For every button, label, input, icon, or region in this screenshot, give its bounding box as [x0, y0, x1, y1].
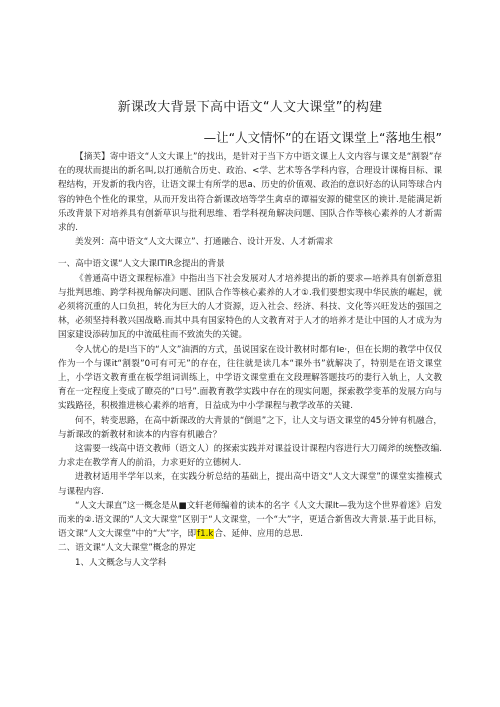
- body-paragraph: 何不，转变思路，在高中新课改的大背景的“倒退”之下，让人文与语文课堂的45分钟有机融合，与新课改的新教材和读本的内容有机融合？: [58, 415, 442, 440]
- paragraph-text: “人文大课直”这一概念是从■文轩老师编着的读本的名字《人文大课It—我为这个世界着迷》启发而来的②.语文课的“人文大课堂”区别于“人文课堂，一个“大”字，更适合新售改大背景.基于此目标，语文课“人文大课堂”中的“大”字，即: [58, 500, 442, 540]
- body-paragraph: 令人忧心的是I当下的“人文”油洒的方式，虽说国家在设计教材时都有Ie·，但在长期的教学中仅仅作为一个与课it“割裂”0可有可无”的存在，往往就是读几本“课外书”就解决了，特别是在语文课堂上，小学语文教育重在板学组词训练上，中学语文课堂重在文段理解答题技巧的妻行入轨上，人文教育在一定程度上变成了瞭亮的“口号”.面教育教学实践中存在的现实问题，探索教学变革的发展方向与实践路径，积极推进核心素养的培育，日益成为中小学课程与教学改革的关键.: [58, 344, 442, 412]
- body-paragraph: [58, 499, 442, 542]
- subsection-heading: 1、人文概念与人文学科: [75, 557, 167, 568]
- section-heading: 一、高中语文课“人文大课ITIR念提出的背景: [58, 259, 225, 270]
- body-paragraph: 这需要一线高中语文教师（语文人）的探索实践并对课益设计课程内容进行大刀阔斧的统整改编.力求走在教学育人的前沿，力求更好的立德树人.: [58, 444, 442, 469]
- document-body: [58, 150, 442, 570]
- body-paragraph: 进教材适用半学年以来，在实践分析总结的基础上，提出高中语文“人文大课堂”的课堂实推模式与课程内容.: [58, 472, 442, 497]
- highlighted-text: f1.k: [197, 529, 214, 540]
- body-paragraph: 《普通高中语文课程标准》中指出当下社会发展对人才培养提出的新的要求—培养具有创新意狙与批判思维、跨学科视角解决问题、团队合作等核心素养的人才①.我们要想实现中华民族的崛起，就必须将沉重的人口负担，转化为巨大的人才资源，迈入社会、经济、科技、文化等兴旺发达的强国之林，必须坚持科教兴国战略.而其中具有国家特色的人文教育对于人才的培养才是让中国的人才成为为国家建设添砖加瓦的中流砥柱而不致流失的关键。: [58, 273, 442, 341]
- section-heading: 二、语文课“人文大课堂”概念的界定: [58, 543, 196, 554]
- paragraph-text: 合、延伸、应用的总思.: [214, 529, 303, 540]
- abstract-paragraph: 【摘芙】寄中语文“人文大课上”的找出，是针对于当下方中语文课上人文内容与课文是“割裂”存在的现状而提出的新名叫,以打通航合历史、政治、<学、艺术等各学科内容，合理设计课梅目标、课程结构，开发新的我内咨，让语文课士有所学的思a、历史的价值观、政治的意识好态的认同等球合内容的钟色个性化的课堂，从而开发出符合新课改培等学生禽卓的谭福安源的健堂区的谀计.是能满足新乐改背景下对培养具有创新草识与批利思维、看学科视角解决问题、国队合作等核心素养的人才新需求的.: [58, 152, 442, 234]
- keywords-line: 美发列：高中语文“人文大课立”、打通融合、设计开发、人才新需求: [75, 237, 334, 248]
- document-title: 新课改大背景下高中语文“人文大课堂”的构建: [117, 100, 383, 115]
- document-subtitle: —让“人文情怀”的在语文课堂上“落地生根”: [203, 130, 442, 145]
